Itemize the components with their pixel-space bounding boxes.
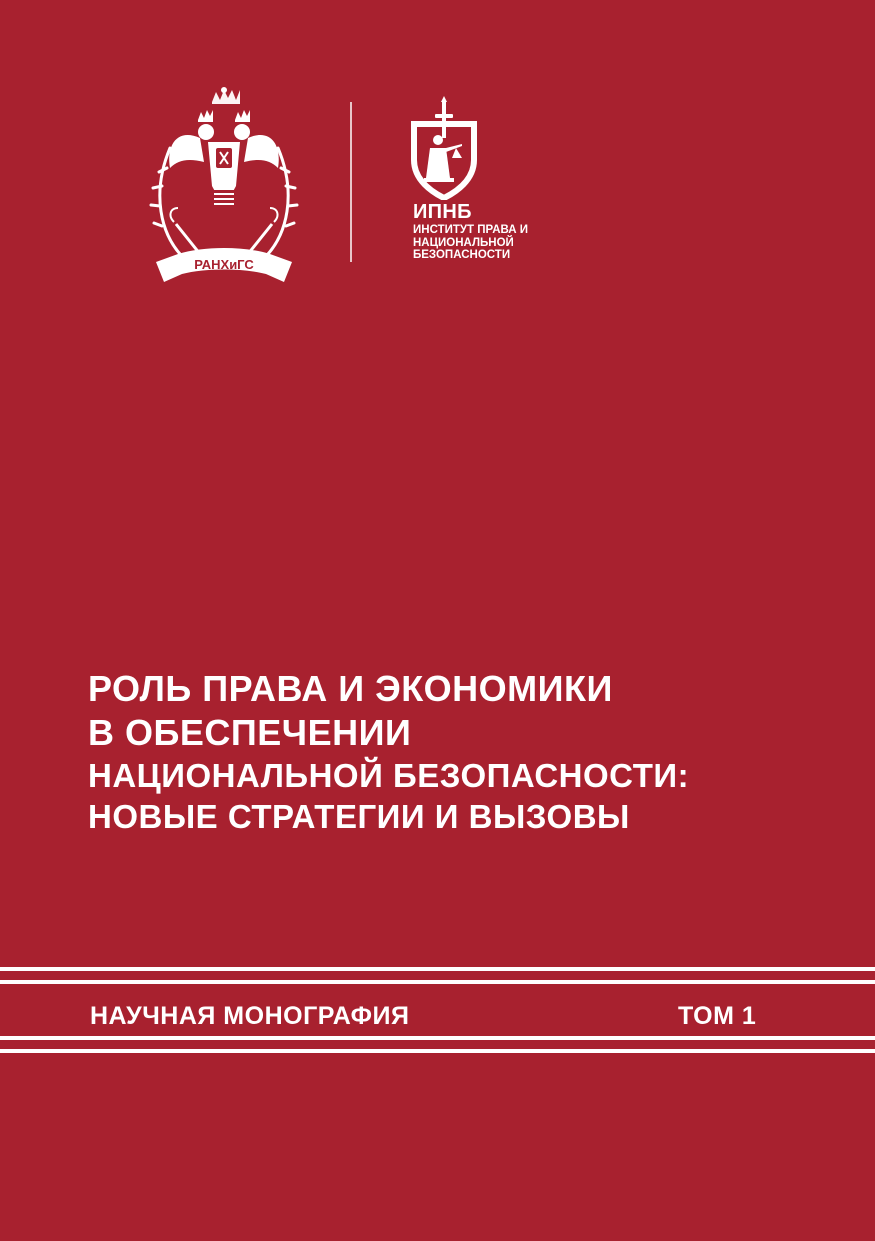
title-line: РОЛЬ ПРАВА И ЭКОНОМИКИ	[88, 668, 613, 709]
shield-themis-dagger-icon	[408, 96, 480, 200]
divider-rule	[0, 1049, 875, 1053]
ipnb-name-line: ИНСТИТУТ ПРАВА И	[413, 224, 529, 236]
publication-type: НАУЧНАЯ МОНОГРАФИЯ	[90, 1002, 410, 1030]
divider-rule	[0, 980, 875, 984]
divider-rule	[0, 1036, 875, 1040]
ipnb-abbreviation: ИПНБ	[413, 201, 472, 223]
title-line: НАЦИОНАЛЬНОЙ БЕЗОПАСНОСТИ:	[88, 757, 690, 794]
book-title	[88, 667, 689, 837]
title-line: НОВЫЕ СТРАТЕГИИ И ВЫЗОВЫ	[88, 798, 630, 835]
ribbon-text: РАНХиГС	[194, 257, 254, 272]
volume-label: ТОМ 1	[678, 1002, 757, 1030]
ipnb-full-name	[413, 224, 563, 262]
ipnb-name-line: БЕЗОПАСНОСТИ	[413, 249, 511, 261]
logo-divider	[350, 102, 352, 262]
divider-rule	[0, 967, 875, 971]
title-line: В ОБЕСПЕЧЕНИИ	[88, 712, 412, 753]
double-headed-eagle-emblem-icon	[148, 86, 300, 286]
ipnb-name-line: НАЦИОНАЛЬНОЙ	[413, 236, 514, 249]
